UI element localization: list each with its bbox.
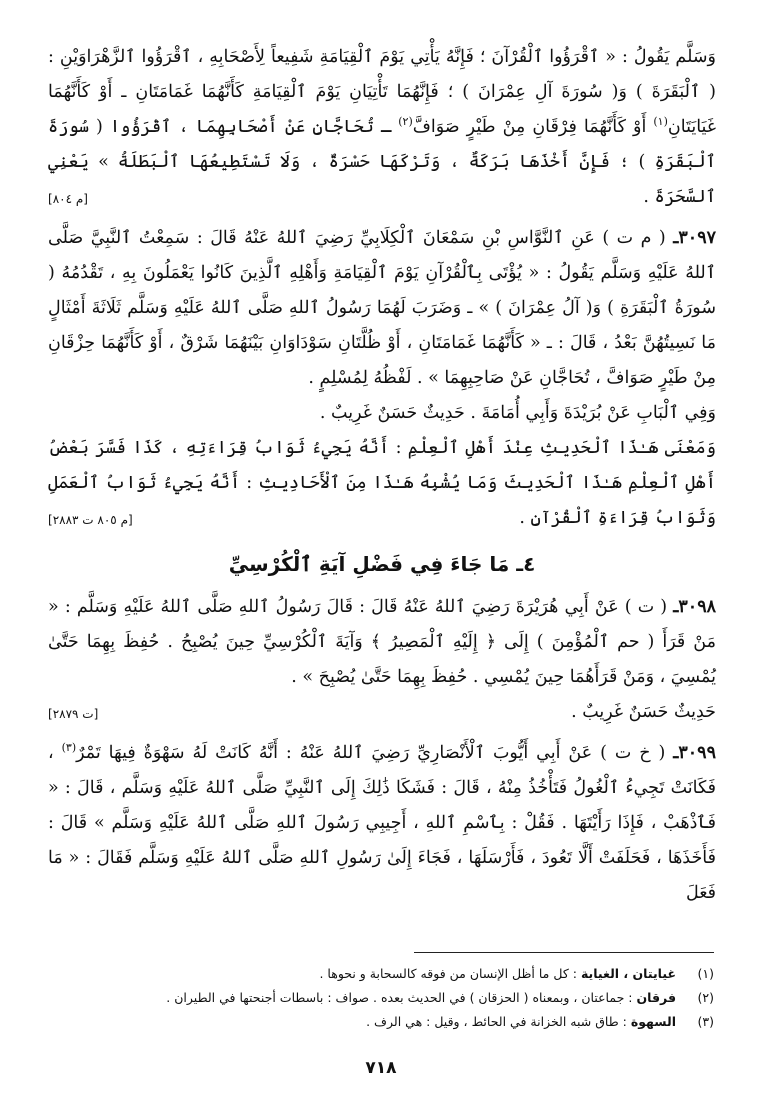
grade-text: حَدِيثٌ حَسَنٌ غَرِيبٌ . — [571, 702, 716, 722]
text-segment: ـ تُحَاجَّانِ عَنْ أَصْحَابِهِمَا ، ٱقْرَؤُوا ( سُورَةَ ٱلْبَقَرَةِ ) ؛ فَإِنَّ أَخْذَهَا بَرَكَةٌ ، وَتَرْكَهَا حَسْرَةٌ ، وَلَا تَسْتَطِيعُهَا ٱلْبَطَلَةُ » يَعْنِي ٱلسَّحَرَةَ . — [48, 117, 716, 207]
footnote-number: (٢) — [697, 990, 714, 1005]
footnote-text: : جماعتان ، وبمعناه ( الحزقان ) في الحديث بعده . صواف : باسطات أجنحتها في الطيران . — [166, 990, 633, 1005]
hadith-3099 — [48, 736, 716, 911]
hadith-3097-meaning — [48, 431, 716, 536]
page-number: ٧١٨ — [365, 1058, 397, 1078]
footnote-1 — [46, 962, 714, 986]
footnote-number: (١) — [697, 966, 714, 981]
footnote-marker-1[interactable]: (١) — [653, 115, 668, 129]
text-segment: أَوْ كَأَنَّهُمَا فِرْقَانِ مِنْ طَيْرٍ صَوَافَّ — [412, 117, 647, 137]
footnote-term: غيايتان ، الغياية — [580, 966, 677, 981]
footnote-2 — [46, 986, 714, 1010]
hadith-number: ٣٠٩٨ـ — [673, 597, 716, 617]
hadith-3097-bab: وَفِي ٱلْبَابِ عَنْ بُرَيْدَةَ وَأَبِي أُمَامَةَ . حَدِيثٌ حَسَنٌ غَرِيبٌ . — [319, 403, 716, 423]
main-text — [48, 40, 716, 911]
footnote-text: : كل ما أظل الإنسان من فوقه كالسحابة و نحوها . — [319, 966, 577, 981]
chapter-heading: ٤ـ مَا جَاءَ فِي فَضْلِ آيَةِ ٱلْكُرْسِيِّ — [228, 552, 536, 576]
hadith-text: ( ت ) عَنْ أَبِي هُرَيْرَةَ رَضِيَ ٱللهُ عَنْهُ قَالَ : قَالَ رَسُولُ ٱللهِ صَلَّى ٱللهُ عَلَيْهِ وَسَلَّم : « مَنْ قَرَأَ ( حم ٱلْمُؤْمِنَ ) إِلَى ﴿ إِلَيْهِ ٱلْمَصِيرُ ﴾ وَآيَةَ ٱلْكُرْسِيِّ حِينَ يُصْبِحُ . حُفِظَ بِهِمَا حَتَّىٰ يُمْسِيَ ، وَمَنْ قَرَأَهُمَا حِينَ يُمْسِي . حُفِظَ بِهِمَا حَتَّىٰ يُصْبِحَ » . — [48, 597, 716, 687]
hadith-number: ٣٠٩٧ـ — [673, 228, 716, 248]
meaning-text: وَمَعْنَى هَـٰذَا ٱلْحَدِيثِ عِنْدَ أَهْلِ ٱلْعِلْمِ : أَنَّهُ يَجِيءُ ثَوَابُ قِرَاءَتِهِ ، كَذَا فَسَّرَ بَعْضُ أَهْلِ ٱلْعِلْمِ هَـٰذَا ٱلْحَدِيثَ وَمَا يُشْبِهُ هَـٰذَا مِنَ ٱلْأَحَادِيثِ : أَنَّهُ يَجِيءُ ثَوَابُ ٱلْعَمَلِ وَثَوَابُ قِرَاءَةِ ٱلْقُرْآنِ . — [48, 438, 716, 528]
hadith-3098-grade — [48, 695, 716, 730]
footnote-text: : طاق شبه الخزانة في الحائط ، وقيل : هي الرف . — [366, 1014, 627, 1029]
source-reference: [ت ٢٨٧٩] — [48, 707, 99, 721]
hadith-text: ( م ت ) عَنِ ٱلنَّوَّاسِ بْنِ سَمْعَانَ ٱلْكِلَابِيِّ رَضِيَ ٱللهُ عَنْهُ قَالَ : سَمِعْتُ ٱلنَّبِيَّ صَلَّى ٱللهُ عَلَيْهِ وَسَلَّم يَقُولُ : « يُؤْتَى بِٱلْقُرْآنِ يَوْمَ ٱلْقِيَامَةِ وَأَهْلِهِ ٱلَّذِينَ كَانُوا يَعْمَلُونَ بِهِ ، تَقْدُمُهُ ( سُورَةُ ٱلْبَقَرَةِ ) وَ( آلُ عِمْرَانَ ) » ـ وَضَرَبَ لَهُمَا رَسُولُ ٱللهِ صَلَّى ٱللهُ عَلَيْهِ وَسَلَّم ثَلَاثَةَ أَمْثَالٍ مَا نَسِيتُهُنَّ بَعْدُ ، قَالَ : ـ « كَأَنَّهُمَا غَمَامَتَانِ ، أَوْ ظُلَّتَانِ سَوْدَاوَانِ بَيْنَهُمَا شَرْقٌ ، أَوْ كَأَنَّهُمَا حِزْقَانِ مِنْ طَيْرٍ صَوَافَّ ، تُحَاجَّانِ عَنْ صَاحِبِهِمَا » . لَفْظُهُ لِمُسْلِمٍ . — [48, 228, 716, 388]
hadith-3096-continuation — [48, 40, 716, 215]
footnotes — [46, 962, 714, 1034]
footnote-marker-2b[interactable]: (٢) — [398, 115, 413, 129]
footnote-3 — [46, 1010, 714, 1034]
text-segment: وَسَلَّم يَقُولُ : « ٱقْرَؤُوا ٱلْقُرْآنَ ؛ فَإِنَّهُ يَأْتِي يَوْمَ ٱلْقِيَامَةِ شَفِيعاً لِأَصْحَابِهِ ، ٱقْرَؤُوا ٱلزَّهْرَاوَيْنِ : ( ٱلْبَقَرَةَ ) وَ( سُورَةَ آلِ عِمْرَانَ ) ؛ فَإِنَّهُمَا تَأْتِيَانِ يَوْمَ ٱلْقِيَامَةِ كَأَنَّهُمَا غَمَامَتَانِ ـ أَوْ كَأَنَّهُمَا غَيَايَتَانِ — [48, 47, 716, 137]
footnote-marker-3[interactable]: (٣) — [61, 741, 77, 755]
footnote-divider — [414, 952, 714, 953]
hadith-number: ٣٠٩٩ـ — [673, 743, 716, 763]
footnote-term: فرقان — [636, 990, 677, 1005]
source-reference: [م ٨٠٥ ت ٢٨٨٣] — [48, 513, 133, 527]
hadith-3098 — [48, 590, 716, 695]
hadith-text: ، فَكَانَتْ تَجِيءُ ٱلْغُولُ فَتَأْخُذُ مِنْهُ ، قَالَ : فَشَكَا ذَٰلِكَ إِلَى ٱلنَّبِيِّ صَلَّى ٱللهُ عَلَيْهِ وَسَلَّم ، قَالَ : « فَٱذْهَبْ ، فَإِذَا رَأَيْتَهَا . فَقُلْ : بِٱسْمِ ٱللهِ ، أَجِيبِي رَسُولَ ٱللهِ صَلَّى ٱللهُ عَلَيْهِ وَسَلَّم » قَالَ : فَأَخَذَهَا ، فَحَلَفَتْ أَلَّا تَعُودَ ، فَأَرْسَلَهَا ، فَجَاءَ إِلَىٰ رَسُولِ ٱللهِ صَلَّى ٱللهُ عَلَيْهِ وَسَلَّم فَقَالَ : « مَا فَعَلَ — [48, 743, 716, 903]
hadith-text: ( خ ت ) عَنْ أَبِي أَيُّوبَ ٱلْأَنْصَارِيِّ رَضِيَ ٱللهُ عَنْهُ : أَنَّهُ كَانَتْ لَهُ سَهْوَةٌ فِيهَا تَمْرٌ — [76, 743, 666, 763]
hadith-3097 — [48, 221, 716, 396]
footnote-term: السهوة — [630, 1014, 677, 1029]
source-reference: [م ٨٠٤] — [48, 192, 88, 206]
footnote-number: (٣) — [697, 1014, 714, 1029]
